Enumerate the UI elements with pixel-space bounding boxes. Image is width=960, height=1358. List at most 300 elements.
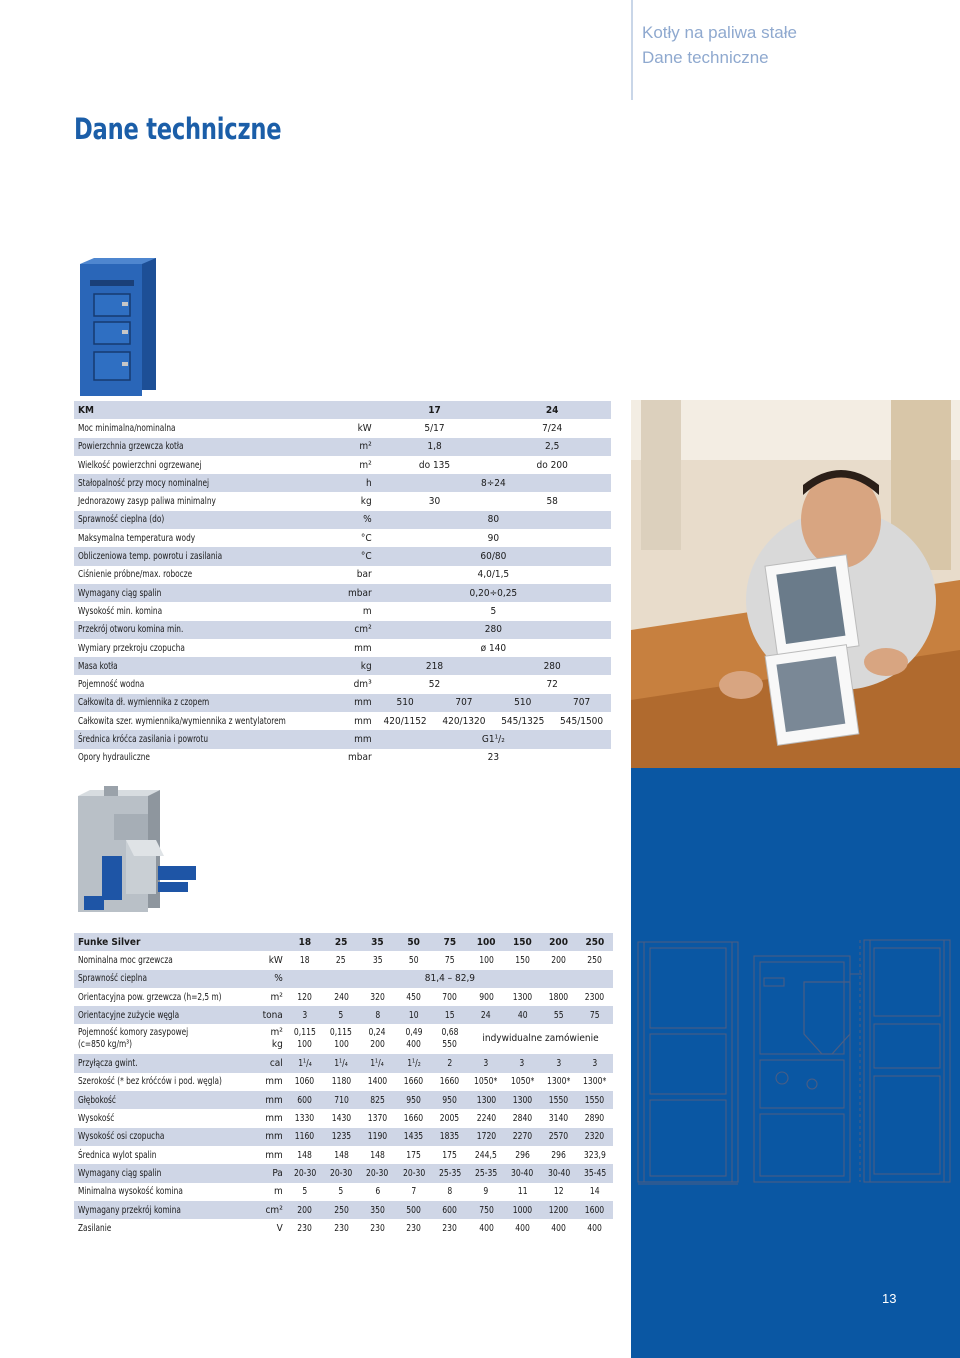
row-value	[504, 1219, 540, 1237]
table-row	[74, 712, 611, 730]
row-value: 2,5	[493, 438, 611, 456]
row-label-text: Pojemność komory zasypowej	[78, 1027, 189, 1039]
row-unit: m²	[348, 438, 376, 456]
row-value: 4,0/1,5	[477, 569, 510, 581]
row-label-text-2: (c=850 kg/m³)	[78, 1039, 133, 1051]
row-unit-text: kW	[268, 954, 283, 966]
row-unit-text: cm²	[265, 1204, 283, 1216]
row-value	[323, 1164, 359, 1182]
row-value-text: 20-30	[402, 1167, 425, 1179]
header-col: 25	[323, 933, 359, 951]
row-unit: cm²	[348, 621, 376, 639]
row-value-text: 150	[515, 954, 530, 966]
row-value-bottom: 100	[297, 1039, 313, 1051]
row-value-text: 9	[483, 1186, 489, 1198]
boiler-image	[78, 256, 158, 398]
row-unit	[255, 1024, 287, 1054]
row-unit-text: m²	[270, 1027, 283, 1039]
table-row	[74, 1219, 613, 1237]
row-value-text: 1300*	[583, 1076, 607, 1088]
row-value-text: 2570	[548, 1131, 569, 1143]
row-label-text: Wysokość min. komina	[78, 605, 163, 617]
row-value	[577, 988, 613, 1006]
row-label	[74, 492, 348, 510]
row-value	[432, 1054, 468, 1072]
row-unit	[255, 951, 287, 969]
row-unit: h	[348, 474, 376, 492]
row-value-text: 1660	[403, 1113, 424, 1125]
row-label	[74, 712, 348, 730]
row-value	[323, 1054, 359, 1072]
row-value	[504, 1183, 540, 1201]
row-value-text: 10	[408, 1009, 419, 1021]
row-value	[323, 1006, 359, 1024]
row-value	[504, 1109, 540, 1127]
row-label	[74, 951, 255, 969]
row-value	[504, 1091, 540, 1109]
row-label-text: Sprawność cieplna	[78, 973, 147, 985]
row-unit: kW	[357, 422, 372, 434]
row-unit	[255, 1146, 287, 1164]
row-value-text: 1050*	[474, 1076, 498, 1088]
header-col: 150	[504, 933, 540, 951]
row-label-text: Powierzchnia grzewcza kotła	[78, 441, 184, 453]
row-value	[323, 1128, 359, 1146]
row-label	[74, 529, 348, 547]
table-row	[74, 1201, 613, 1219]
row-value	[432, 1146, 468, 1164]
row-value	[432, 988, 468, 1006]
row-value: 707	[435, 694, 494, 712]
row-value-text: 1370	[367, 1113, 388, 1125]
row-value-text: 5	[338, 1009, 344, 1021]
row-value-text: 35-45	[583, 1167, 606, 1179]
row-value	[540, 1073, 576, 1091]
page-number: 13	[882, 1291, 897, 1306]
row-unit-text: %	[274, 973, 283, 985]
row-unit-text: Pa	[272, 1167, 283, 1179]
row-label	[74, 584, 348, 602]
row-value: ø 140	[480, 642, 507, 654]
row-label	[74, 1201, 255, 1219]
row-value-text: 2005	[440, 1113, 460, 1125]
row-value-text: 296	[551, 1149, 566, 1161]
row-value: 420/1152	[383, 715, 427, 727]
row-label	[74, 566, 348, 584]
row-value: 218	[376, 657, 494, 675]
row-value-text: 400	[551, 1222, 566, 1234]
row-value	[504, 1164, 540, 1182]
row-value-text: 35	[372, 954, 383, 966]
table-row	[74, 951, 613, 969]
row-value-text: 1000	[512, 1204, 533, 1216]
row-value-text: 320	[370, 991, 385, 1003]
row-value-text: 18	[300, 954, 310, 966]
row-unit: mbar	[348, 752, 372, 764]
row-unit	[255, 1109, 287, 1127]
header-col: 200	[540, 933, 576, 951]
row-value	[432, 1073, 468, 1091]
table-row	[74, 675, 611, 693]
row-label-text: Nominalna moc grzewcza	[78, 954, 173, 966]
row-label-text: Zasilanie	[78, 1222, 112, 1234]
row-value: 280	[376, 621, 611, 639]
row-value-text: 30-40	[547, 1167, 570, 1179]
row-value-text: 1190	[367, 1131, 388, 1143]
row-value: 5	[490, 605, 497, 617]
row-value: 1,8	[376, 438, 494, 456]
row-label-text: Ciśnienie próbne/max. robocze	[78, 569, 193, 581]
row-unit-text: cal	[269, 1058, 283, 1070]
row-value-text: 2840	[512, 1113, 533, 1125]
table-row	[74, 694, 611, 712]
row-value: 90	[487, 532, 500, 544]
row-value-text: 200	[297, 1204, 313, 1216]
row-value	[577, 1054, 613, 1072]
table-row	[74, 1183, 613, 1201]
row-value	[468, 1201, 504, 1219]
row-value	[287, 988, 323, 1006]
row-value	[323, 1201, 359, 1219]
row-value	[540, 951, 576, 969]
boiler-spec-table	[74, 401, 611, 767]
row-value	[504, 1128, 540, 1146]
row-value	[540, 988, 576, 1006]
row-value	[287, 1024, 323, 1054]
row-value	[287, 1073, 323, 1091]
row-value	[323, 1146, 359, 1164]
row-value: 280	[493, 657, 611, 675]
row-label-text: Wysokość osi czopucha	[78, 1131, 165, 1143]
row-value-text: 1835	[440, 1131, 460, 1143]
row-value-text: 12	[553, 1186, 564, 1198]
row-value	[287, 1109, 323, 1127]
row-unit: %	[348, 511, 376, 529]
header-unit	[348, 401, 376, 419]
row-value-text: 230	[442, 1222, 458, 1234]
row-value: 72	[546, 679, 558, 691]
row-value	[287, 1219, 323, 1237]
row-value-text: 1435	[403, 1131, 424, 1143]
row-label-text: Sprawność cieplna (do)	[78, 514, 165, 526]
row-label-text: Wymagany ciąg spalin	[78, 1167, 162, 1179]
table-row	[74, 1164, 613, 1182]
table-row	[74, 1024, 613, 1054]
row-label	[74, 1146, 255, 1164]
row-value	[359, 1073, 395, 1091]
row-unit	[255, 1128, 287, 1146]
row-unit-text: mm	[265, 1149, 283, 1161]
header-col: 250	[577, 933, 613, 951]
row-label-text: Obliczeniowa temp. powrotu i zasilania	[78, 551, 223, 563]
row-value	[504, 1146, 540, 1164]
row-value	[396, 1091, 432, 1109]
row-label	[74, 474, 348, 492]
row-value-text: 75	[444, 954, 455, 966]
row-value	[287, 1091, 323, 1109]
row-unit: m²	[359, 459, 372, 471]
row-value	[287, 951, 323, 969]
table-row	[74, 1146, 613, 1164]
row-value: 8÷24	[376, 474, 611, 492]
row-value	[468, 1073, 504, 1091]
row-unit: dm³	[353, 679, 372, 691]
row-label	[74, 1073, 255, 1091]
row-value	[396, 1128, 432, 1146]
row-value	[540, 1219, 576, 1237]
header-line-2: Dane techniczne	[642, 48, 769, 67]
row-value	[577, 1006, 613, 1024]
header-col: 75	[432, 933, 468, 951]
row-unit-text: mm	[265, 1131, 283, 1143]
header-divider	[631, 0, 633, 100]
row-value	[432, 1006, 468, 1024]
row-value	[432, 1024, 468, 1054]
row-value	[540, 1128, 576, 1146]
table-row	[74, 1109, 613, 1127]
row-value	[577, 1091, 613, 1109]
row-value	[323, 1219, 359, 1237]
row-value: 0,20÷0,25	[376, 584, 611, 602]
row-value-top: 0,24	[368, 1027, 386, 1039]
row-value-text: 700	[442, 991, 458, 1003]
row-unit-text: m²	[270, 991, 283, 1003]
row-unit: °C	[360, 532, 372, 544]
table-row	[74, 547, 611, 565]
row-label-text: Orientacyjna pow. grzewcza (h=2,5 m)	[78, 991, 222, 1003]
row-value: 58	[546, 496, 558, 508]
header-unit	[255, 933, 287, 951]
row-unit: mm	[348, 730, 376, 748]
row-value-text: 55	[553, 1009, 564, 1021]
row-value-text: 750	[478, 1204, 494, 1216]
header-col: 100	[468, 933, 504, 951]
row-value-text: 1430	[331, 1113, 351, 1125]
row-value-text: 900	[478, 991, 494, 1003]
row-value	[287, 1128, 323, 1146]
row-value-text: 825	[370, 1094, 385, 1106]
row-value-text: 6	[374, 1186, 380, 1198]
row-unit: m	[362, 605, 372, 617]
row-label	[74, 1128, 255, 1146]
table-row	[74, 970, 613, 988]
row-value-text: 1400	[367, 1076, 388, 1088]
row-value-text: 25-35	[474, 1167, 498, 1179]
row-value	[359, 1183, 395, 1201]
row-value	[540, 1091, 576, 1109]
row-value	[359, 1219, 395, 1237]
table-row	[74, 456, 611, 474]
row-unit-text: mm	[265, 1076, 283, 1088]
header-col: 18	[287, 933, 323, 951]
row-value	[396, 1054, 432, 1072]
row-value	[468, 1109, 504, 1127]
row-value	[468, 1219, 504, 1237]
row-value-text: 600	[297, 1094, 313, 1106]
row-value-text: 20-30	[330, 1167, 353, 1179]
row-unit: mbar	[348, 584, 376, 602]
row-value	[577, 1073, 613, 1091]
row-value-text: 25	[336, 954, 347, 966]
row-value-text: 20-30	[293, 1167, 317, 1179]
row-unit	[255, 1073, 287, 1091]
row-value	[359, 1201, 395, 1219]
row-value-text: 2320	[585, 1131, 605, 1143]
row-value-text: 296	[515, 1149, 530, 1161]
row-value-text: 1180	[331, 1076, 351, 1088]
header-col-17: 17	[376, 401, 494, 419]
row-unit: kg	[348, 657, 376, 675]
row-label-text: Szerokość (* bez króćców i pod. węgla)	[78, 1076, 222, 1088]
row-label	[74, 602, 348, 620]
table-row	[74, 730, 611, 748]
row-value	[323, 1091, 359, 1109]
row-label	[74, 456, 348, 474]
row-value	[504, 988, 540, 1006]
row-value-text: 250	[587, 954, 603, 966]
row-value	[504, 1006, 540, 1024]
table-row	[74, 474, 611, 492]
row-value	[540, 1201, 576, 1219]
row-value: 52	[428, 679, 441, 691]
row-value-text: 1300	[512, 1094, 533, 1106]
row-value: 5/17	[424, 422, 445, 434]
row-value: G1¹/₂	[376, 730, 611, 748]
table-row	[74, 419, 611, 437]
row-value-text: 1¹/₄	[370, 1058, 385, 1070]
row-value-text: 2240	[476, 1113, 496, 1125]
row-value-text: 3	[302, 1009, 308, 1021]
row-value	[468, 951, 504, 969]
table-row	[74, 438, 611, 456]
row-label-text: Jednorazowy zasyp paliwa minimalny	[78, 496, 216, 508]
row-value	[396, 1183, 432, 1201]
row-value: 7/24	[542, 422, 563, 434]
row-label	[74, 675, 348, 693]
row-value-text: 1235	[331, 1131, 351, 1143]
row-value-text: 2890	[585, 1113, 605, 1125]
row-value-text: 240	[333, 991, 349, 1003]
table-row	[74, 1091, 613, 1109]
row-value-text: 450	[406, 991, 421, 1003]
table-header-row	[74, 933, 613, 951]
row-value-text: 1550	[585, 1094, 605, 1106]
row-label-text: Wysokość	[78, 1113, 115, 1125]
row-label-text: Wymagany ciąg spalin	[78, 587, 162, 599]
row-value	[468, 988, 504, 1006]
row-value-text: 5	[338, 1186, 344, 1198]
row-value-text: 24	[481, 1009, 491, 1021]
header-label: KM	[74, 401, 348, 419]
row-unit: mm	[354, 642, 372, 654]
row-value	[577, 951, 613, 969]
row-label-text: Średnica wylot spalin	[78, 1149, 157, 1161]
row-unit: mm	[354, 715, 372, 727]
row-value	[396, 1164, 432, 1182]
row-value-text: 3	[519, 1058, 525, 1070]
row-label	[74, 1109, 255, 1127]
row-value-text: 3	[592, 1058, 598, 1070]
row-unit: bar	[356, 569, 372, 581]
row-value	[432, 951, 468, 969]
row-value	[323, 951, 359, 969]
row-value-text: 50	[408, 954, 419, 966]
row-value	[577, 1164, 613, 1182]
row-value-text: 8	[374, 1009, 380, 1021]
row-unit: kg	[360, 496, 372, 508]
row-value: 60/80	[376, 547, 611, 565]
row-value	[432, 1164, 468, 1182]
row-value	[287, 1164, 323, 1182]
row-value	[432, 1183, 468, 1201]
row-value-text: 14	[589, 1186, 600, 1198]
row-label	[74, 438, 348, 456]
row-value-text: 1660	[440, 1076, 460, 1088]
row-value-text: 400	[515, 1222, 530, 1234]
row-value-text: 1¹/₄	[298, 1058, 312, 1070]
row-label	[74, 621, 348, 639]
table-row	[74, 988, 613, 1006]
row-value	[540, 1146, 576, 1164]
row-value	[468, 1054, 504, 1072]
row-value	[323, 1024, 359, 1054]
row-value-text: 500	[406, 1204, 421, 1216]
row-value-text: 1600	[585, 1204, 605, 1216]
row-value	[432, 1109, 468, 1127]
row-value-text: 2270	[512, 1131, 533, 1143]
row-value-text: 7	[411, 1186, 417, 1198]
row-value	[540, 1164, 576, 1182]
row-label-text: Wymagany przekrój komina	[78, 1204, 181, 1216]
row-value	[396, 1146, 432, 1164]
row-value-text: 950	[406, 1094, 421, 1106]
row-value-text: 1200	[548, 1204, 569, 1216]
row-value: 545/1500	[560, 715, 604, 727]
header-line-1: Kotły na paliwa stałe	[642, 23, 797, 42]
row-value: 23	[487, 752, 500, 764]
row-value: 707	[552, 694, 611, 712]
row-value-text: 25-35	[438, 1167, 461, 1179]
row-value	[287, 1006, 323, 1024]
row-value-text: 20-30	[366, 1167, 389, 1179]
row-value-text: 400	[478, 1222, 494, 1234]
row-value-text: 230	[333, 1222, 349, 1234]
row-value	[396, 1024, 432, 1054]
row-value-text: 1050*	[510, 1076, 534, 1088]
row-value	[577, 1201, 613, 1219]
table-row	[74, 584, 611, 602]
row-value: 510	[376, 694, 435, 712]
row-value	[359, 1024, 395, 1054]
row-label	[74, 657, 348, 675]
row-value-text: 148	[370, 1149, 385, 1161]
row-value	[287, 1201, 323, 1219]
table-row	[74, 566, 611, 584]
row-value-text: 1660	[403, 1076, 424, 1088]
row-label-text: Minimalna wysokość komina	[78, 1186, 183, 1198]
row-unit-text: mm	[265, 1094, 283, 1106]
row-value	[577, 1128, 613, 1146]
row-label	[74, 694, 348, 712]
row-value: do 200	[536, 459, 568, 471]
row-value-text: 2300	[585, 991, 605, 1003]
table-row	[74, 657, 611, 675]
row-value	[359, 1128, 395, 1146]
row-value	[359, 951, 395, 969]
row-value-top: 0,68	[441, 1027, 459, 1039]
row-value-text: 1160	[295, 1131, 315, 1143]
row-value	[432, 1201, 468, 1219]
